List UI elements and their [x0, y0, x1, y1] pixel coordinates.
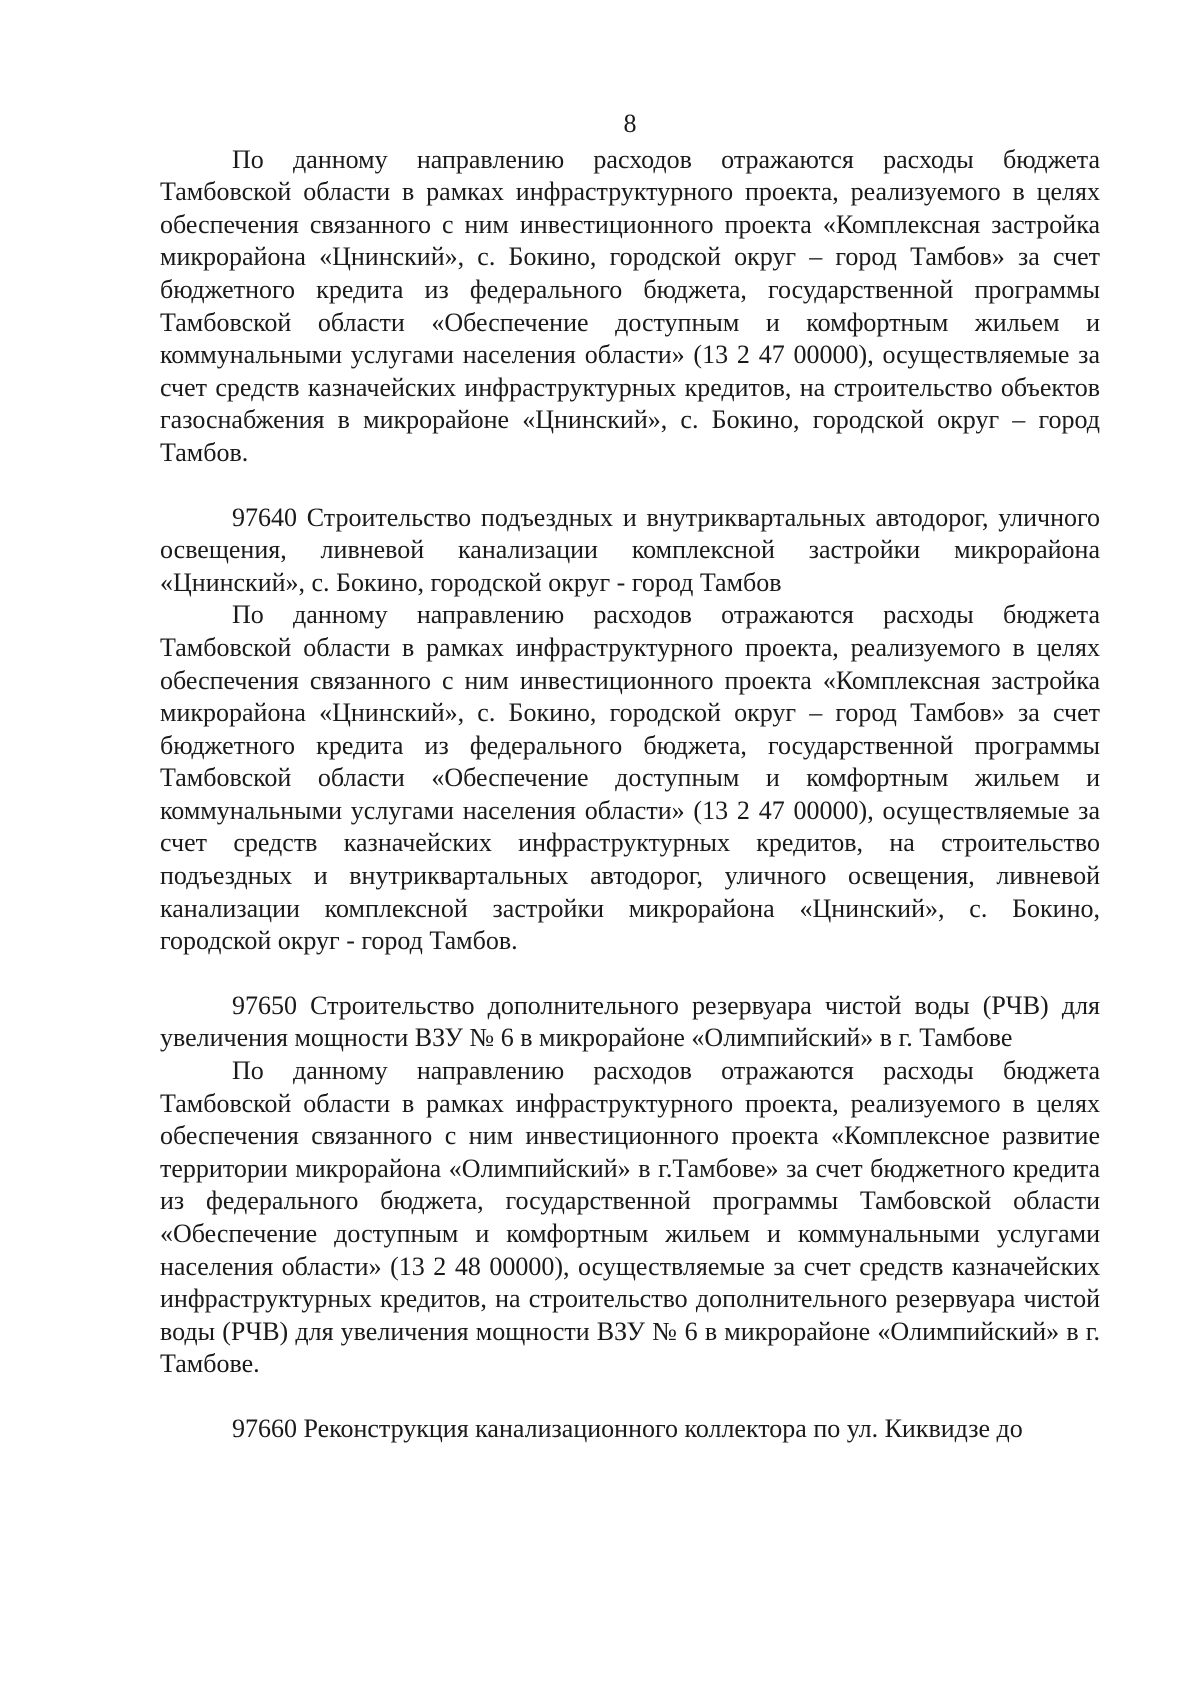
paragraph-roads-description: По данному направлению расходов отражаются расходы бюджета Тамбовской области в рамках инфраструктурного проекта, реализуемого в целях обеспечения связанного с ним инвестиционного проекта «Комплексная застройка микрорайона «Цнинский», с. Бокино, городской округ – город Тамбов» за счет бюджетного кредита из федерального бюджета, государственной программы Тамбовской области «Обеспечение доступным и комфортным жильем и коммунальными услугами населения области» (13 2 47 00000), осуществляемые за счет средств казначейских инфраструктурных кредитов, на строительство подъездных и внутриквартальных автодорог, уличного освещения, ливневой канализации комплексной застройки микрорайона «Цнинский», с. Бокино, городской округ - город Тамбов.: [160, 600, 1100, 956]
paragraph-reservoir-description: По данному направлению расходов отражаются расходы бюджета Тамбовской области в рамках инфраструктурного проекта, реализуемого в целях обеспечения связанного с ним инвестиционного проекта «Комплексное развитие территории микрорайона «Олимпийский» в г.Тамбове» за счет бюджетного кредита из федерального бюджета, государственной программы Тамбовской области «Обеспечение доступным и комфортным жильем и коммунальными услугами населения области» (13 2 48 00000), осуществляемые за счет средств казначейских инфраструктурных кредитов, на строительство дополнительного резервуара чистой воды (РЧВ) для увеличения мощности ВЗУ № 6 в микрорайоне «Олимпийский» в г. Тамбове.: [160, 1056, 1100, 1379]
paragraph-gap: [160, 958, 1100, 990]
page-number: 8: [623, 109, 637, 138]
heading-97650: 97650 Строительство дополнительного резервуара чистой воды (РЧВ) для увеличения мощности ВЗУ № 6 в микрорайоне «Олимпийский» в г. Тамбове: [160, 990, 1100, 1053]
document-body: [160, 108, 1100, 1446]
paragraph-gap: [160, 470, 1100, 502]
heading-97640: 97640 Строительство подъездных и внутриквартальных автодорог, уличного освещения, ливневой канализации комплексной застройки микрорайона «Цнинский», с. Бокино, городской округ - город Тамбов: [160, 502, 1100, 597]
paragraph-gap: [160, 1381, 1100, 1413]
heading-97660: 97660 Реконструкция канализационного коллектора по ул. Киквидзе до: [232, 1413, 1023, 1443]
paragraph-gas-supply-description: По данному направлению расходов отражаются расходы бюджета Тамбовской области в рамках инфраструктурного проекта, реализуемого в целях обеспечения связанного с ним инвестиционного проекта «Комплексная застройка микрорайона «Цнинский», с. Бокино, городской округ – город Тамбов» за счет бюджетного кредита из федерального бюджета, государственной программы Тамбовской области «Обеспечение доступным и комфортным жильем и коммунальными услугами населения области» (13 2 47 00000), осуществляемые за счет средств казначейских инфраструктурных кредитов, на строительство объектов газоснабжения в микрорайоне «Цнинский», с. Бокино, городской округ – город Тамбов.: [160, 144, 1100, 467]
